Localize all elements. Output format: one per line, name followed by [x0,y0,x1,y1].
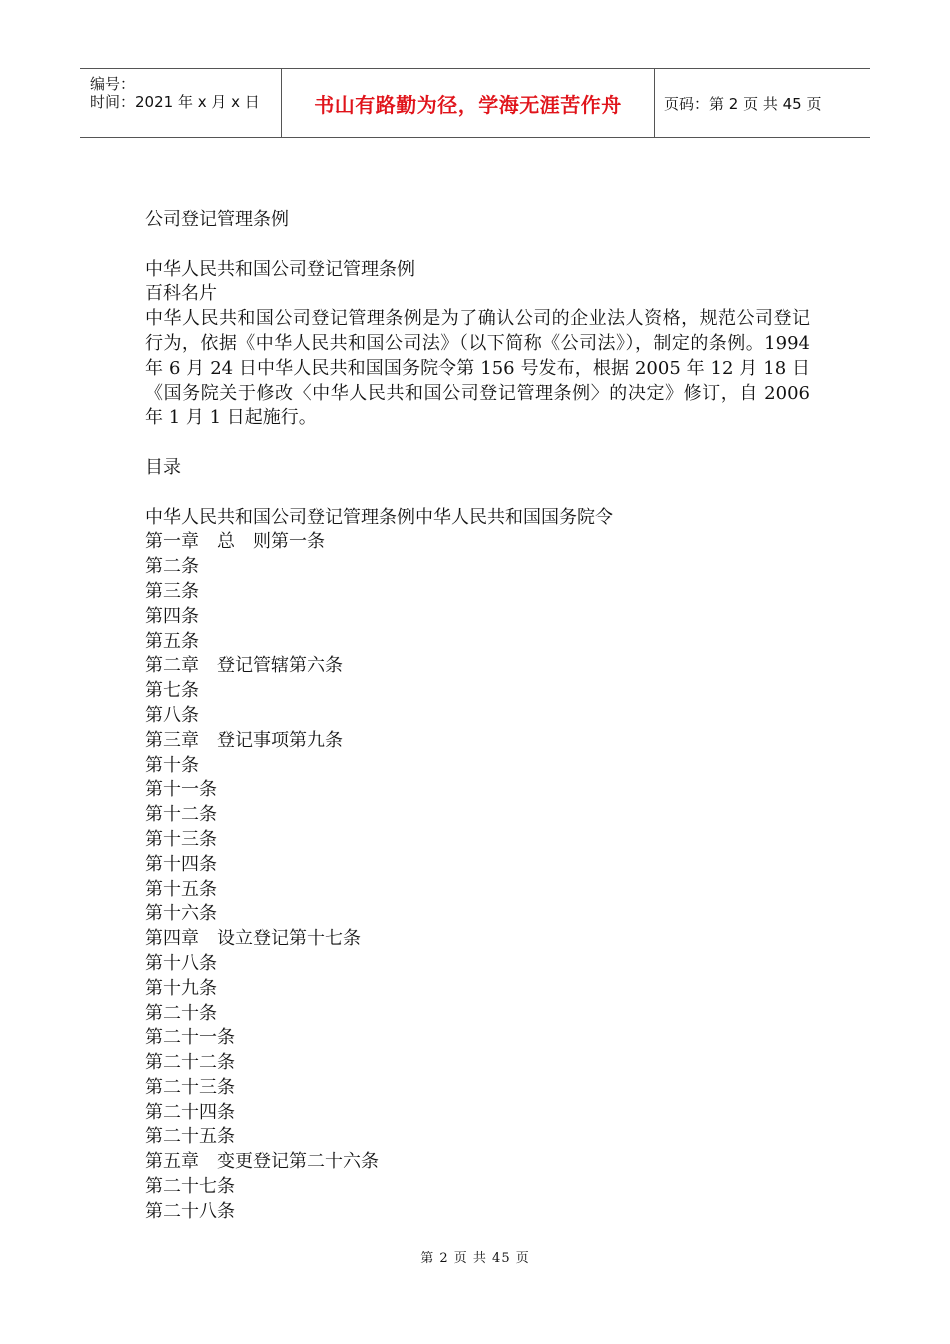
toc-entry: 第二十五条 [145,1126,235,1148]
toc-entry: 第二十二条 [145,1052,235,1074]
header-motto-cell [281,69,655,137]
toc-entry: 第十八条 [145,952,217,974]
spacer [145,233,810,258]
toc-entry: 第十五条 [145,878,217,900]
toc-entry: 第十条 [145,754,199,776]
toc-entry: 第十六条 [145,903,217,925]
toc-entry: 第十一条 [145,779,217,801]
toc-entry: 第二十一条 [145,1027,235,1049]
toc-entry: 中华人民共和国公司登记管理条例中华人民共和国国务院令 [145,506,613,528]
spacer [145,431,810,456]
document-title: 公司登记管理条例 [145,209,289,230]
page-footer: 第 2 页 共 45 页 [420,1251,530,1266]
toc-entry: 第二条 [145,556,199,578]
document-body [145,208,810,1225]
toc-entry: 第四章 设立登记第十七条 [145,928,361,950]
toc-entry: 第二章 登记管辖第六条 [145,655,343,677]
header-page-cell [655,69,870,137]
toc-entry: 第七条 [145,680,199,702]
toc-entry: 第二十八条 [145,1200,235,1222]
toc-entry: 第四条 [145,605,199,627]
spacer [145,481,810,506]
toc-entry: 第一章 总 则第一条 [145,531,325,553]
toc-heading: 目录 [145,456,181,478]
header-meta [80,69,281,137]
card-label: 百科名片 [145,283,217,305]
toc-entry: 第二十三条 [145,1076,235,1098]
header-motto: 书山有路勤为径，学海无涯苦作舟 [314,92,622,117]
toc-entry: 第三章 登记事项第九条 [145,729,343,751]
toc-entry: 第二十七条 [145,1176,235,1198]
toc-entry: 第五章 变更登记第二十六条 [145,1151,379,1173]
toc-entry: 第二十条 [145,1002,217,1024]
toc-entry: 第八条 [145,704,199,726]
header-page-label: 页码：第 2 页 共 45 页 [664,94,822,113]
intro-paragraph: 中华人民共和国公司登记管理条例是为了确认公司的企业法人资格，规范公司登记行为，依据《中华人民共和国公司法》（以下简称《公司法》），制定的条例。1994 年 6 月 24 日中华人民共和国国务院令第 156 号发布，根据 2005 年 12 月 18 日《国务院关于修改〈中华人民共和国公司登记管理条例〉的决定》修订，自 2006 年 1 月 1 日起施行。 [145,308,810,429]
toc-entry: 第二十四条 [145,1101,235,1123]
toc-entry: 第十四条 [145,853,217,875]
page-header [80,68,870,138]
toc-entry: 第五条 [145,630,199,652]
toc-entry: 第十三条 [145,828,217,850]
toc-entry: 第三条 [145,580,199,602]
document-date-label: 时间：2021 年 x 月 x 日 [90,93,260,111]
document-subtitle: 中华人民共和国公司登记管理条例 [145,258,415,280]
table-of-contents [145,506,810,1225]
toc-entry: 第十九条 [145,977,217,999]
toc-entry: 第十二条 [145,804,217,826]
document-number-label: 编号： [90,75,136,93]
